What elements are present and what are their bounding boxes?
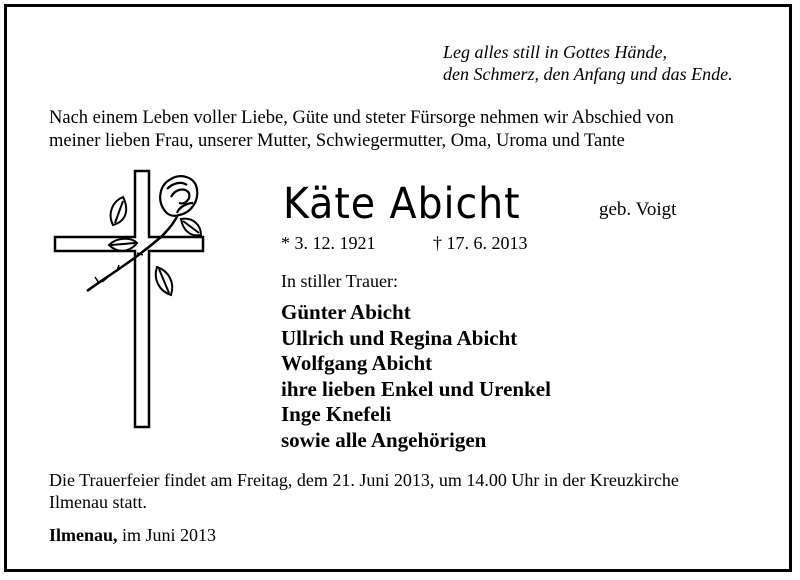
motto-line-2: den Schmerz, den Anfang und das Ende. [443, 64, 733, 84]
place-date: im Juni 2013 [117, 525, 217, 545]
birth-name: geb. Voigt [599, 199, 677, 220]
mourner-name: Günter Abicht [281, 300, 411, 324]
deceased-name: Käte Abicht [283, 179, 521, 229]
obituary-notice [4, 4, 792, 572]
place-city: Ilmenau, [49, 525, 118, 545]
funeral-line-2: Ilmenau statt. [49, 492, 147, 512]
deceased-name-line [283, 179, 677, 229]
motto-verse [443, 41, 733, 85]
funeral-info [49, 469, 679, 513]
mourner-name: Wolfgang Abicht [281, 351, 433, 375]
mourner-name: Ullrich und Regina Abicht [281, 325, 518, 350]
funeral-line-1: Die Trauerfeier findet am Freitag, dem 21. Juni 2013, um 14.00 Uhr in der Kreuzkirche [49, 470, 679, 490]
mourner-name: Inge Knefeli [281, 402, 392, 426]
mourners-list [281, 300, 551, 453]
intro-text [49, 107, 789, 153]
cross-with-rose-icon [47, 167, 207, 442]
mourner-name: sowie alle Angehörigen [281, 427, 487, 452]
mourner-name: ihre lieben Enkel und Urenkel [281, 376, 551, 401]
birth-date: * 3. 12. 1921 [281, 233, 376, 253]
intro-line-1: Nach einem Leben voller Liebe, Güte und steter Fürsorge nehmen wir Abschied von [49, 108, 674, 128]
mourning-label: In stiller Trauer: [281, 271, 398, 291]
death-date: † 17. 6. 2013 [433, 233, 528, 253]
motto-line-1: Leg alles still in Gottes Hände, [443, 42, 667, 62]
place-and-date [49, 525, 216, 546]
life-dates [281, 233, 528, 254]
intro-line-2: meiner lieben Frau, unserer Mutter, Schwiegermutter, Oma, Uroma und Tante [49, 131, 625, 151]
